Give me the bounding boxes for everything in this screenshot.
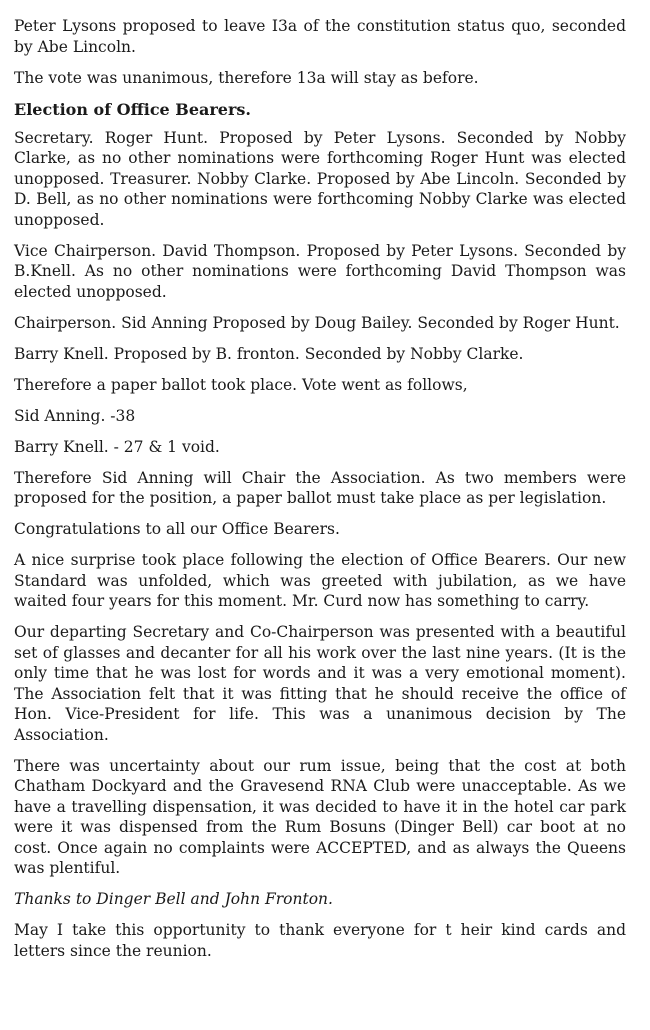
paragraph-barry-knell-nomination: Barry Knell. Proposed by B. fronton. Seconded by Nobby Clarke. bbox=[14, 344, 524, 363]
paragraph-closing-thanks: May I take this opportunity to thank everyone for t heir kind cards and letters since the reunion. bbox=[14, 921, 626, 960]
paragraph-vote-sid-anning: Sid Anning. -38 bbox=[14, 406, 136, 425]
paragraph-congratulations: Congratulations to all our Office Bearers. bbox=[14, 520, 340, 538]
paragraph-paper-ballot: Therefore a paper ballot took place. Vote went as follows, bbox=[14, 375, 468, 394]
paragraph-vice-chairperson: Vice Chairperson. David Thompson. Proposed by Peter Lysons. Seconded by B.Knell. As no other nominations were forthcoming David Thompson was elected unopposed. bbox=[14, 241, 626, 301]
paragraph-constitution-proposal: Peter Lysons proposed to leave I3a of the constitution status quo, seconded by Abe Lincoln. bbox=[14, 17, 626, 56]
paragraph-vote-result: The vote was unanimous, therefore 13a will stay as before. bbox=[14, 68, 479, 87]
paragraph-chair-outcome: Therefore Sid Anning will Chair the Association. As two members were proposed for the position, a paper ballot must take place as per legislation. bbox=[14, 468, 626, 507]
section-heading-election: Election of Office Bearers. bbox=[14, 99, 251, 119]
paragraph-vote-barry-knell: Barry Knell. - 27 & 1 void. bbox=[14, 437, 220, 456]
paragraph-new-standard: A nice surprise took place following the election of Office Bearers. Our new Standard was unfolded, which was greeted with jubilation, as we have waited four years for this moment. Mr. Curd now has something to carry. bbox=[14, 551, 626, 610]
paragraph-chairperson: Chairperson. Sid Anning Proposed by Doug Bailey. Seconded by Roger Hunt. bbox=[14, 313, 620, 332]
paragraph-secretary-treasurer: Secretary. Roger Hunt. Proposed by Peter Lysons. Seconded by Nobby Clarke, as no other nominations were forthcoming Roger Hunt was elected unopposed. Treasurer. Nobby Clarke. Proposed by Abe Lincoln. Seconded by D. Bell, as no other nominations were forthcoming Nobby Clarke was elected unopposed. bbox=[14, 128, 626, 229]
paragraph-rum-issue: There was uncertainty about our rum issue, being that the cost at both Chatham Dockyard and the Gravesend RNA Club were unacceptable. As we have a travelling dispensation, it was decided to have it in the hotel car park were it was dispensed from the Rum Bosuns (Dinger Bell) car boot at no cost. Once again no complaints were ACCEPTED, and as always the Queens was plentiful. bbox=[14, 756, 626, 877]
paragraph-thanks: Thanks to Dinger Bell and John Fronton. bbox=[14, 890, 333, 908]
paragraph-departing-secretary: Our departing Secretary and Co-Chairperson was presented with a beautiful set of glasses and decanter for all his work over the last nine years. (It is the only time that he was lost for words and it was a very emotional moment). The Association felt that it was fitting that he should receive the office of Hon. Vice-President for life. This was a unanimous decision by The Association. bbox=[14, 623, 626, 744]
